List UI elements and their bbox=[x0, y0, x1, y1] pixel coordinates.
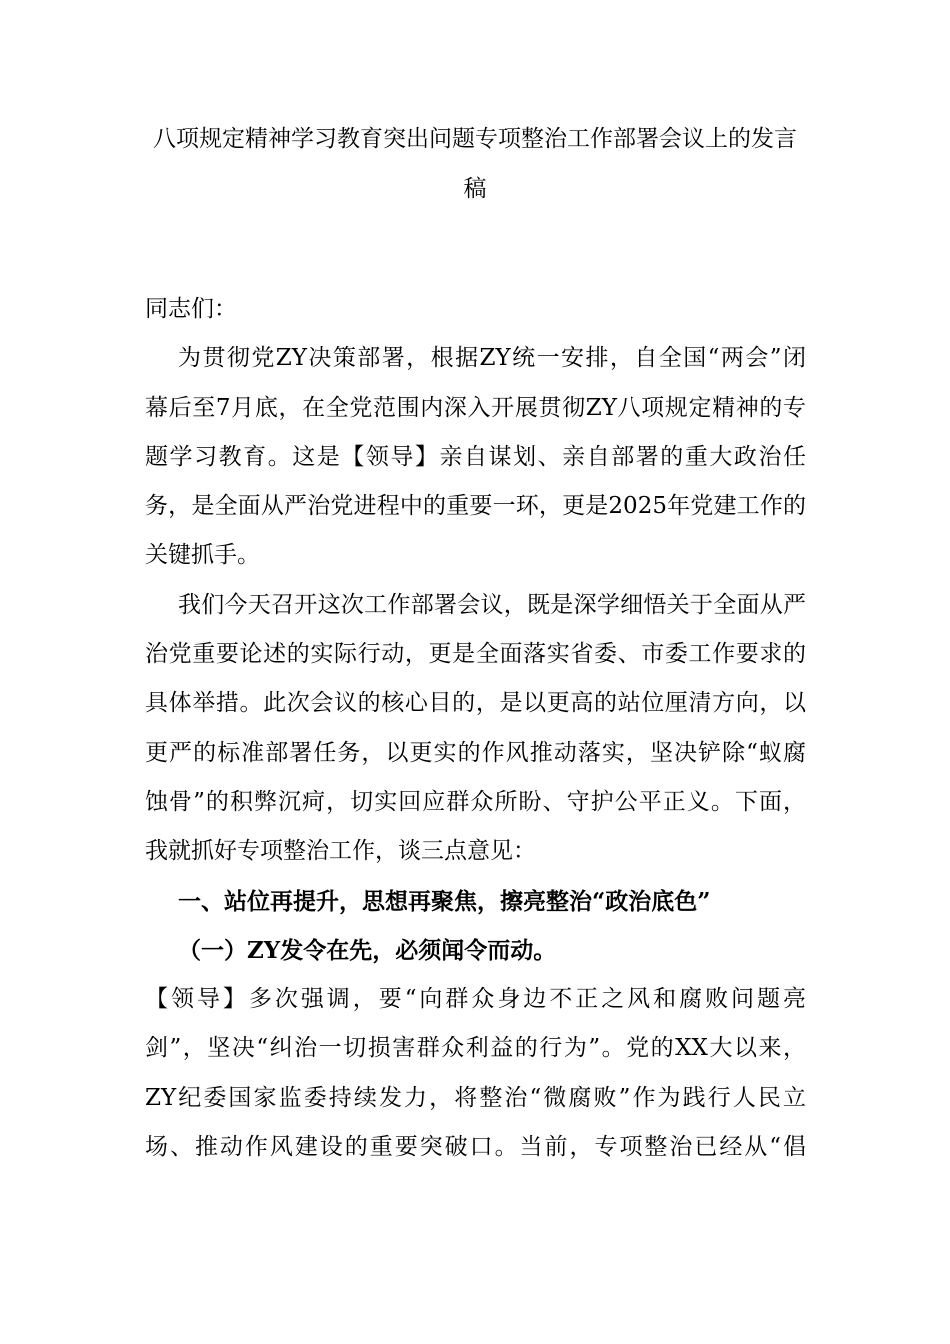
text-line: 幕后至7月底，在全党范围内深入开展贯彻ZY八项规定精神的专 bbox=[145, 394, 806, 421]
text-line: 我就抓好专项整治工作，谈三点意见： bbox=[145, 838, 536, 865]
text-line: 我们今天召开这次工作部署会议，既是深学细悟关于全面从严 bbox=[178, 591, 806, 618]
text-line: 场、推动作风建设的重要突破口。当前，专项整治已经从“倡 bbox=[145, 1134, 806, 1161]
salutation: 同志们： bbox=[145, 296, 237, 322]
text-line: 蚀骨”的积弊沉疴，切实回应群众所盼、守护公平正义。下面， bbox=[145, 788, 806, 815]
text-line: 务，是全面从严治党进程中的重要一环，更是2025年党建工作的 bbox=[145, 493, 806, 520]
paragraph-2 bbox=[145, 581, 806, 877]
text-line: 关键抓手。 bbox=[145, 542, 260, 569]
paragraph-1 bbox=[145, 334, 806, 580]
document-body bbox=[145, 285, 806, 1172]
text-line: 更严的标准部署任务，以更实的作风推动落实，坚决铲除“蚁腐 bbox=[145, 739, 806, 766]
text-line: 题学习教育。这是【领导】亲自谋划、亲自部署的重大政治任 bbox=[145, 443, 806, 470]
text-line: 【领导】多次强调，要“向群众身边不正之风和腐败问题亮 bbox=[145, 986, 806, 1013]
document-title-line-1: 八项规定精神学习教育突出问题专项整治工作部署会议上的发言 bbox=[153, 126, 797, 152]
paragraph-3 bbox=[145, 975, 806, 1172]
text-line: 为贯彻党ZY决策部署，根据ZY统一安排，自全国“两会”闭 bbox=[178, 345, 806, 372]
text-line: 剑”，坚决“纠治一切损害群众利益的行为”。党的XX大以来， bbox=[145, 1035, 806, 1062]
section-heading: 一、站位再提升，思想再聚焦，擦亮整治“政治底色” bbox=[178, 887, 711, 915]
text-line: ZY纪委国家监委持续发力，将整治“微腐败”作为践行人民立 bbox=[145, 1084, 806, 1111]
subsection-heading: （一）ZY发令在先，必须闻令而动。 bbox=[178, 936, 557, 964]
text-line: 具体举措。此次会议的核心目的，是以更高的站位厘清方向，以 bbox=[145, 690, 806, 717]
document-title-line-2: 稿 bbox=[463, 176, 487, 202]
text-line: 治党重要论述的实际行动，更是全面落实省委、市委工作要求的 bbox=[145, 641, 806, 668]
